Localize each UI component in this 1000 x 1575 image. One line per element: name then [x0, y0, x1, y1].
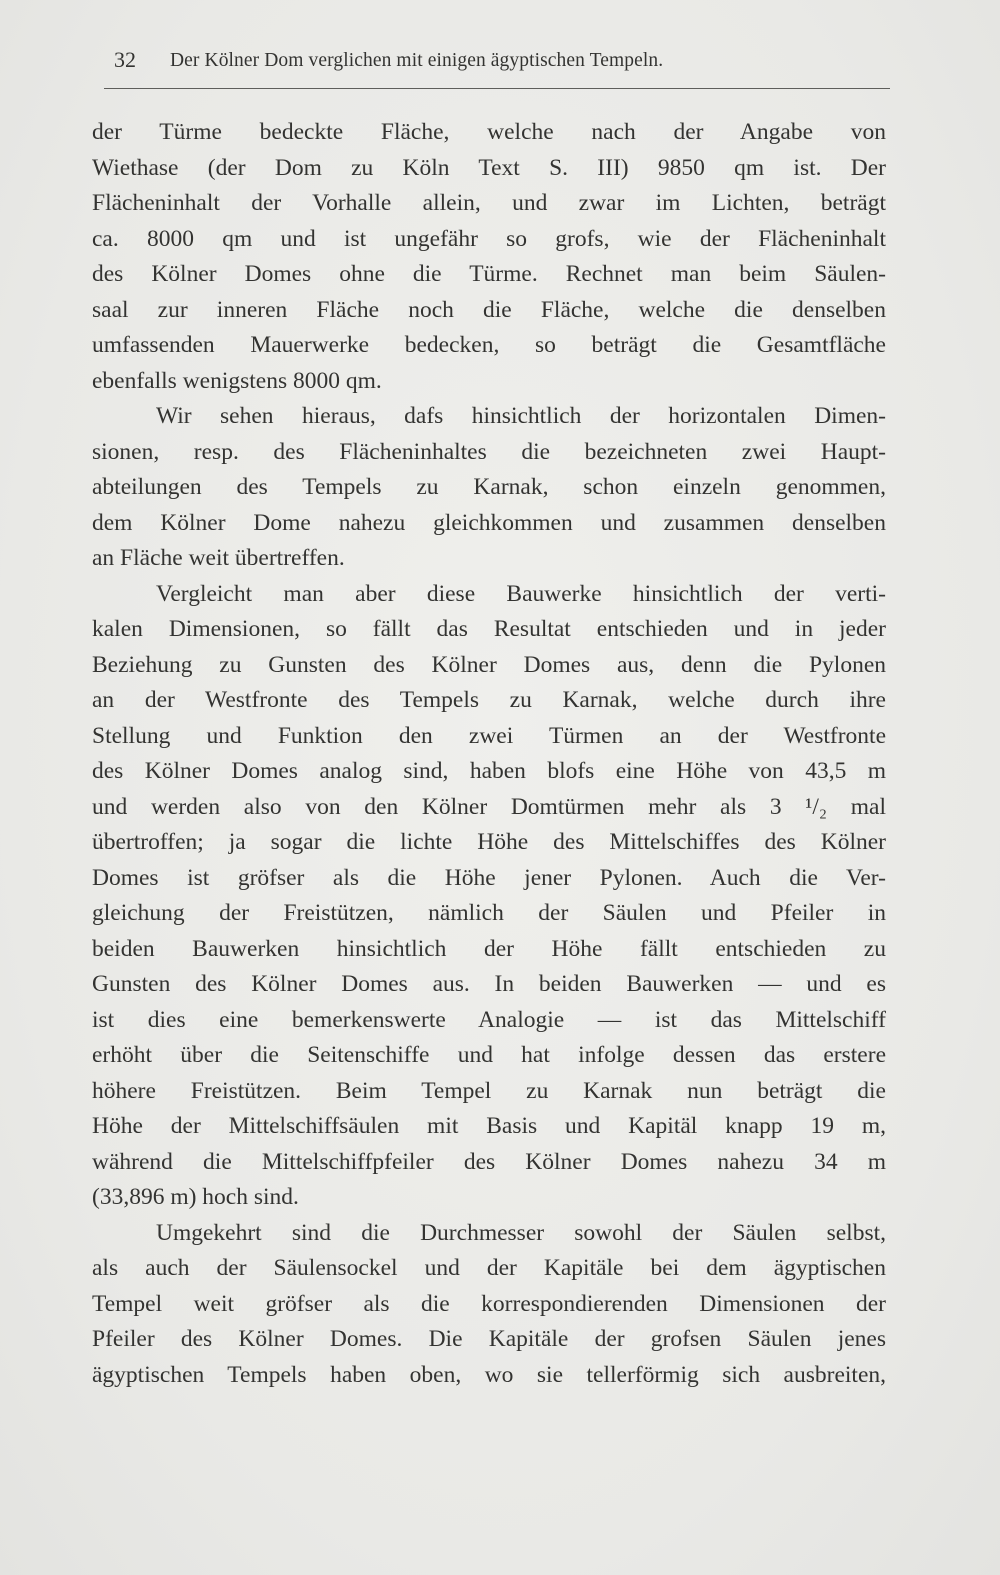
text-line: Pfeiler des Kölner Domes. Die Kapitäle der grofsen Säulen jenes [92, 1326, 886, 1352]
text-line: übertroffen; ja sogar die lichte Höhe des Mittelschiffes des Kölner [92, 829, 886, 855]
text-line: dem Kölner Dome nahezu gleichkommen und zusammen denselben [92, 509, 886, 536]
text-line: höhere Freistützen. Beim Tempel zu Karnak nun beträgt die [92, 1077, 886, 1104]
text-line: sionen, resp. des Flächeninhaltes die bezeichneten zwei Haupt- [92, 438, 886, 465]
running-head-title: Der Kölner Dom verglichen mit einigen ägyptischen Tempeln. [170, 50, 664, 71]
text-line: Wir sehen hieraus, dafs hinsichtlich der horizontalen Dimen- [156, 403, 886, 429]
text-line: an der Westfronte des Tempels zu Karnak, welche durch ihre [92, 687, 886, 713]
text-line: Domes ist gröfser als die Höhe jener Pylonen. Auch die Ver- [92, 864, 886, 891]
text-line: saal zur inneren Fläche noch die Fläche, welche die denselben [92, 296, 886, 323]
page-number: 32 [114, 47, 136, 72]
text-line: gleichung der Freistützen, nämlich der Säulen und Pfeiler in [92, 900, 886, 926]
text-line: ebenfalls wenigstens 8000 qm. [92, 367, 382, 394]
text-line: und werden also von den Kölner Domtürmen mehr als 3 ¹/₂ mal [92, 793, 886, 820]
header-rule [104, 88, 890, 89]
text-line: des Kölner Domes ohne die Türme. Rechnet man beim Säulen- [92, 261, 886, 287]
text-line: Flächeninhalt der Vorhalle allein, und zwar im Lichten, beträgt [92, 190, 886, 216]
text-line: ca. 8000 qm und ist ungefähr so grofs, wie der Flächeninhalt [92, 225, 886, 252]
text-line: während die Mittelschiffpfeiler des Kölner Domes nahezu 34 m [92, 1148, 886, 1175]
text-line: ist dies eine bemerkenswerte Analogie — ist das Mittelschiff [92, 1006, 886, 1033]
text-line: Wiethase (der Dom zu Köln Text S. III) 9850 qm ist. Der [92, 154, 886, 181]
text-line: Stellung und Funktion den zwei Türmen an der Westfronte [92, 722, 886, 749]
text-line: Beziehung zu Gunsten des Kölner Domes aus, denn die Pylonen [92, 651, 886, 678]
text-line: Vergleicht man aber diese Bauwerke hinsichtlich der verti- [156, 580, 886, 607]
text-line: abteilungen des Tempels zu Karnak, schon einzeln genommen, [92, 474, 886, 500]
text-line: kalen Dimensionen, so fällt das Resultat entschieden und in jeder [92, 616, 886, 642]
text-line: als auch der Säulensockel und der Kapitäle bei dem ägyptischen [92, 1255, 886, 1281]
text-line: des Kölner Domes analog sind, haben blofs eine Höhe von 43,5 m [92, 758, 886, 784]
text-line: Umgekehrt sind die Durchmesser sowohl der Säulen selbst, [156, 1219, 886, 1246]
text-line: der Türme bedeckte Fläche, welche nach der Angabe von [92, 119, 886, 145]
text-line: erhöht über die Seitenschiffe und hat infolge dessen das erstere [92, 1042, 886, 1068]
text-line: (33,896 m) hoch sind. [92, 1184, 299, 1210]
body-text [92, 115, 886, 1393]
text-line: Tempel weit gröfser als die korrespondierenden Dimensionen der [92, 1290, 886, 1317]
text-line: umfassenden Mauerwerke bedecken, so beträgt die Gesamtfläche [92, 332, 886, 358]
text-line: Höhe der Mittelschiffsäulen mit Basis und Kapitäl knapp 19 m, [92, 1113, 886, 1139]
text-line: beiden Bauwerken hinsichtlich der Höhe fällt entschieden zu [92, 935, 886, 962]
running-head [92, 42, 892, 78]
text-line: an Fläche weit übertreffen. [92, 545, 345, 571]
text-line: Gunsten des Kölner Domes aus. In beiden Bauwerken — und es [92, 971, 886, 997]
text-line: ägyptischen Tempels haben oben, wo sie tellerförmig sich ausbreiten, [92, 1361, 886, 1388]
